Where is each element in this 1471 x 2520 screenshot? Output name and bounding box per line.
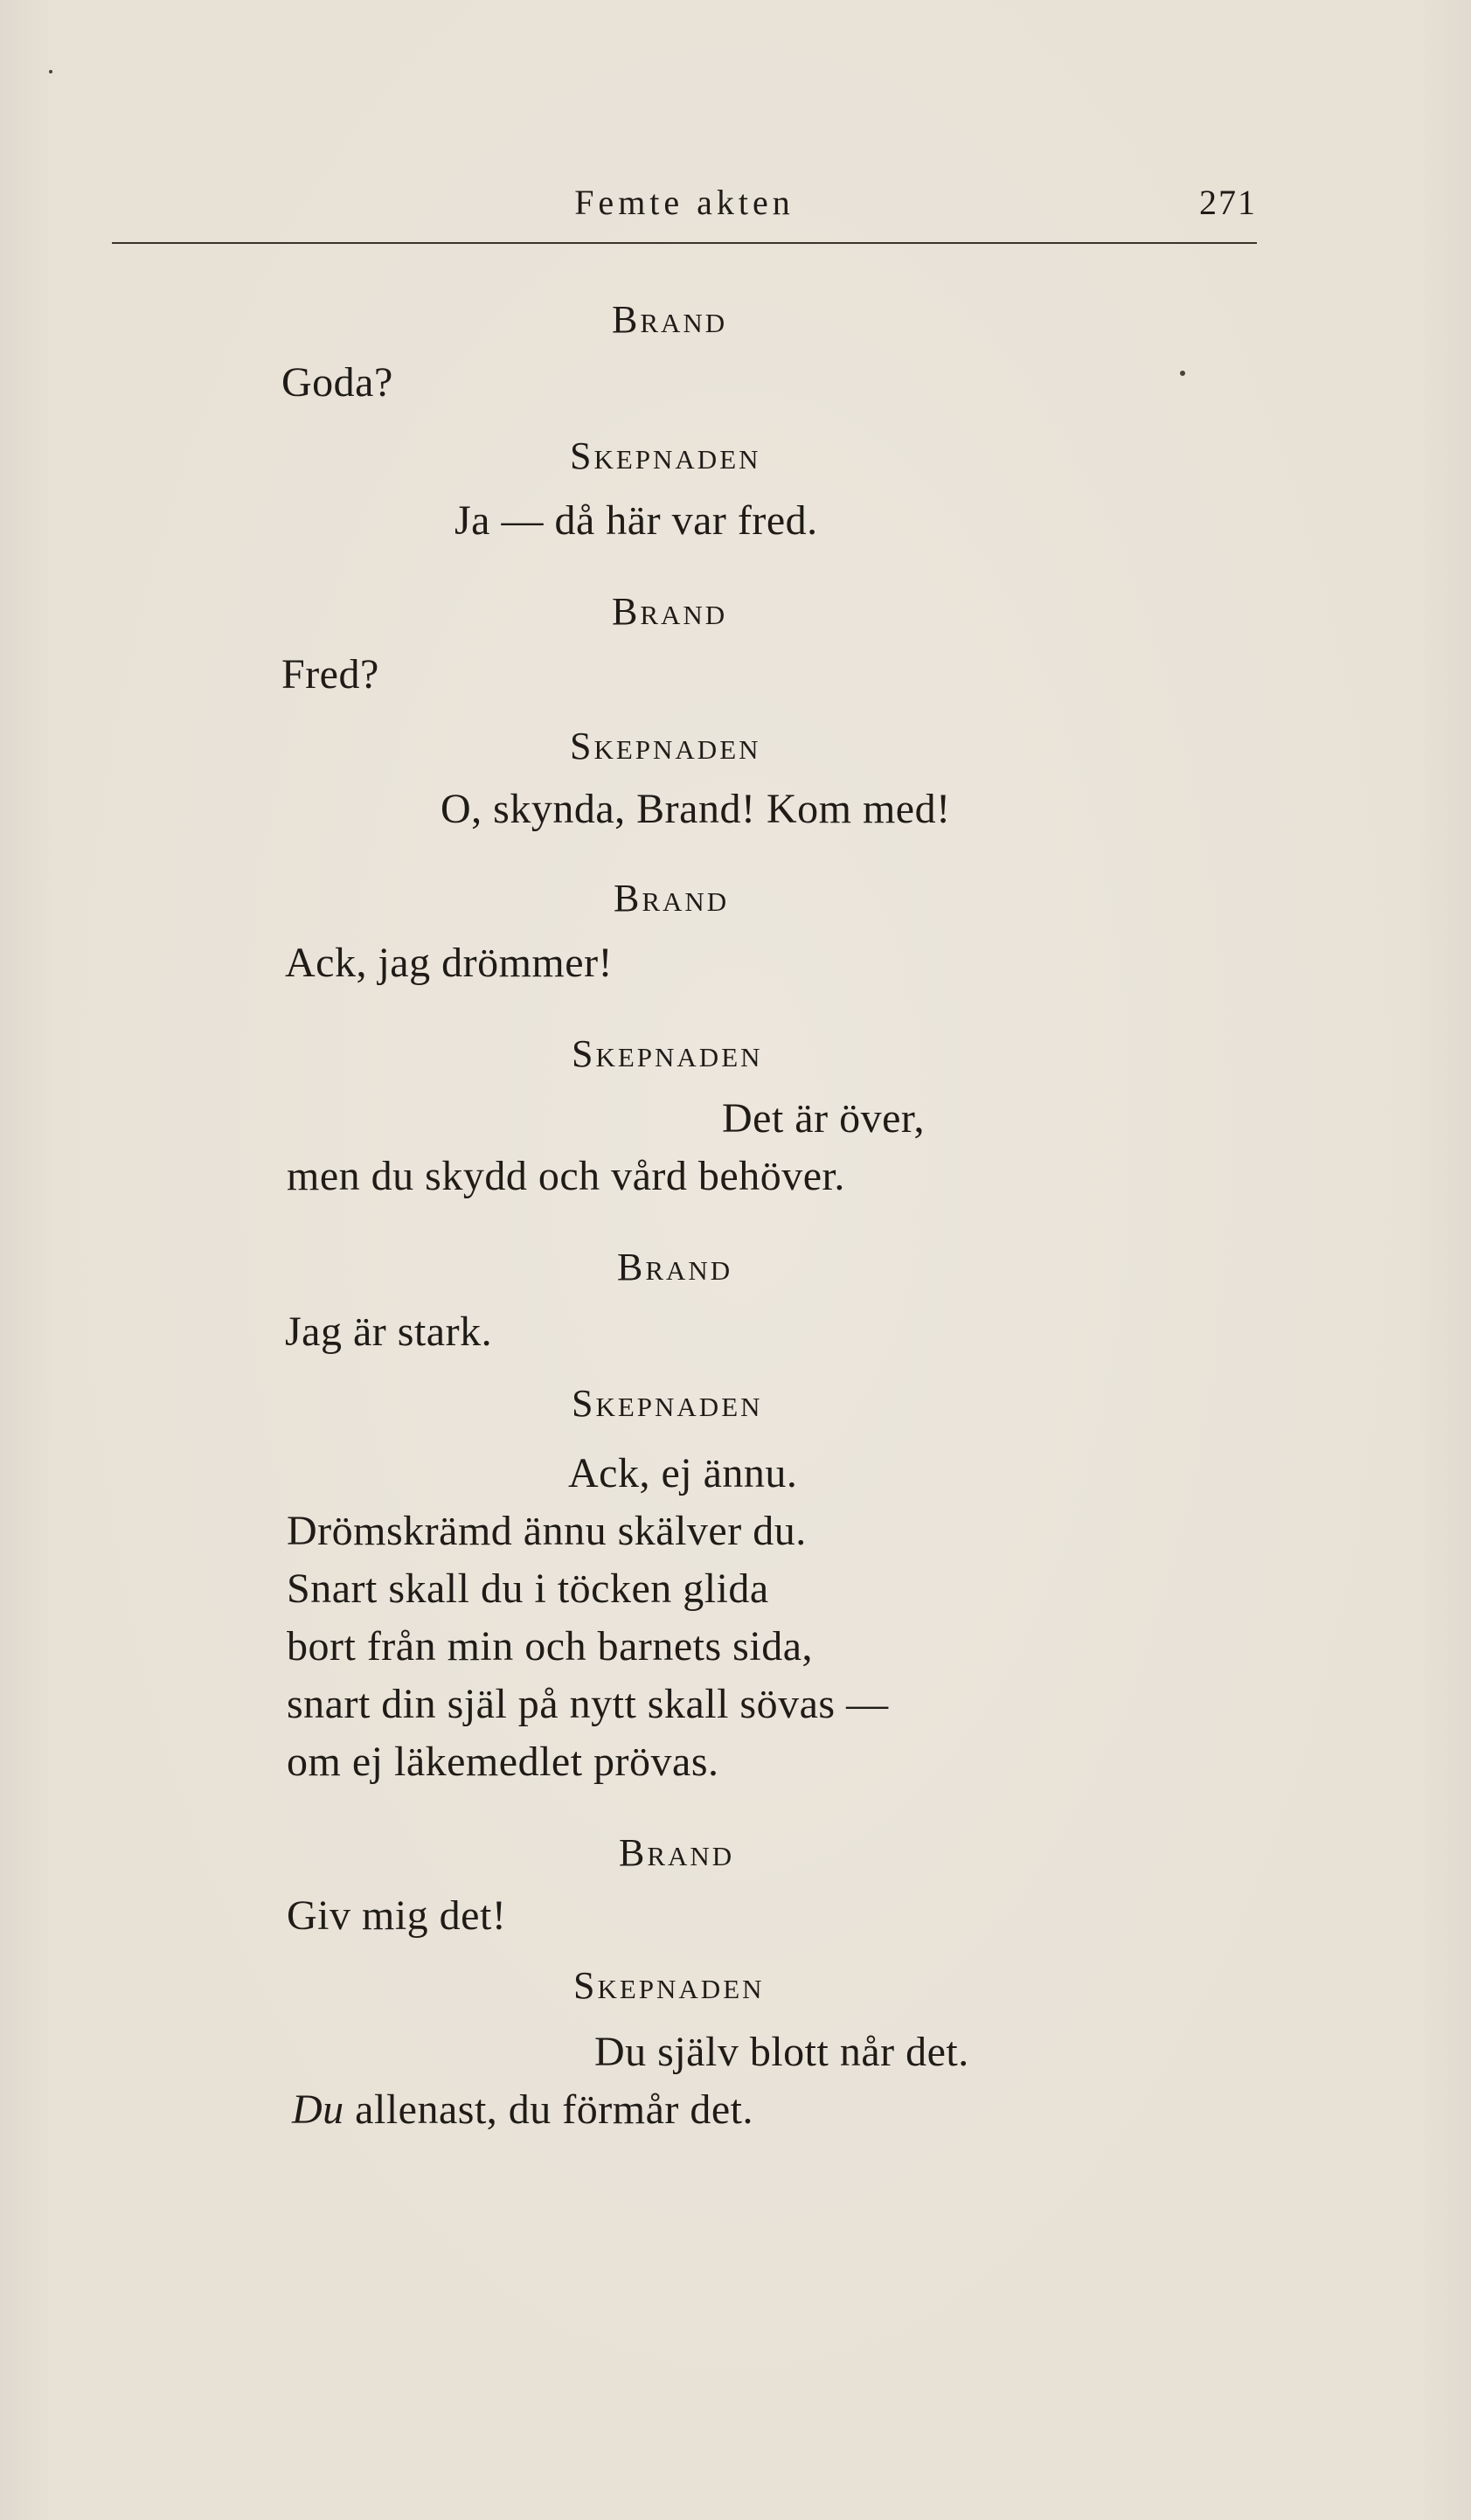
speaker-label: Brand [619,1831,735,1874]
running-head [112,182,1257,234]
speaker-label: Skepnaden [572,1032,763,1075]
verse-line: om ej läkemedlet prövas. [287,1739,719,1785]
ink-speck [1180,371,1185,376]
page-number: 271 [1199,183,1257,222]
verse-line: snart din själ på nytt skall sövas — [287,1681,889,1727]
verse-line-rest: allenast, du förmår det. [355,2086,754,2133]
running-title: Femte akten [574,183,794,222]
speaker-label: Skepnaden [573,1964,765,2007]
verse-line: Ja — då här var fred. [454,497,818,544]
speaker-label: Skepnaden [572,1382,763,1425]
verse-line: Det är över, [722,1095,925,1142]
verse-line: Goda? [281,359,393,406]
speaker-label: Brand [612,298,728,341]
verse-line [292,2086,753,2134]
verse-line: Du själv blott når det. [594,2029,969,2075]
verse-line: Ack, jag drömmer! [285,940,614,986]
speaker-label: Brand [614,877,730,920]
ink-speck [49,70,52,73]
speaker-label: Skepnaden [570,725,761,767]
verse-line: Fred? [281,651,379,698]
verse-line: Jag är stark. [285,1309,493,1355]
emphasized-word: Du [292,2086,344,2133]
verse-line: Drömskrämd ännu skälver du. [287,1508,807,1554]
speaker-label: Brand [612,590,728,633]
verse-line: Snart skall du i töcken glida [287,1565,769,1612]
verse-line: men du skydd och vård behöver. [287,1153,845,1199]
verse-line: Ack, ej ännu. [568,1450,798,1496]
verse-line: Giv mig det! [287,1892,507,1939]
verse-line: O, skynda, Brand! Kom med! [441,786,951,832]
speaker-label: Skepnaden [570,434,761,477]
header-rule [112,242,1257,244]
speaker-label: Brand [617,1246,733,1288]
verse-line: bort från min och barnets sida, [287,1623,813,1670]
